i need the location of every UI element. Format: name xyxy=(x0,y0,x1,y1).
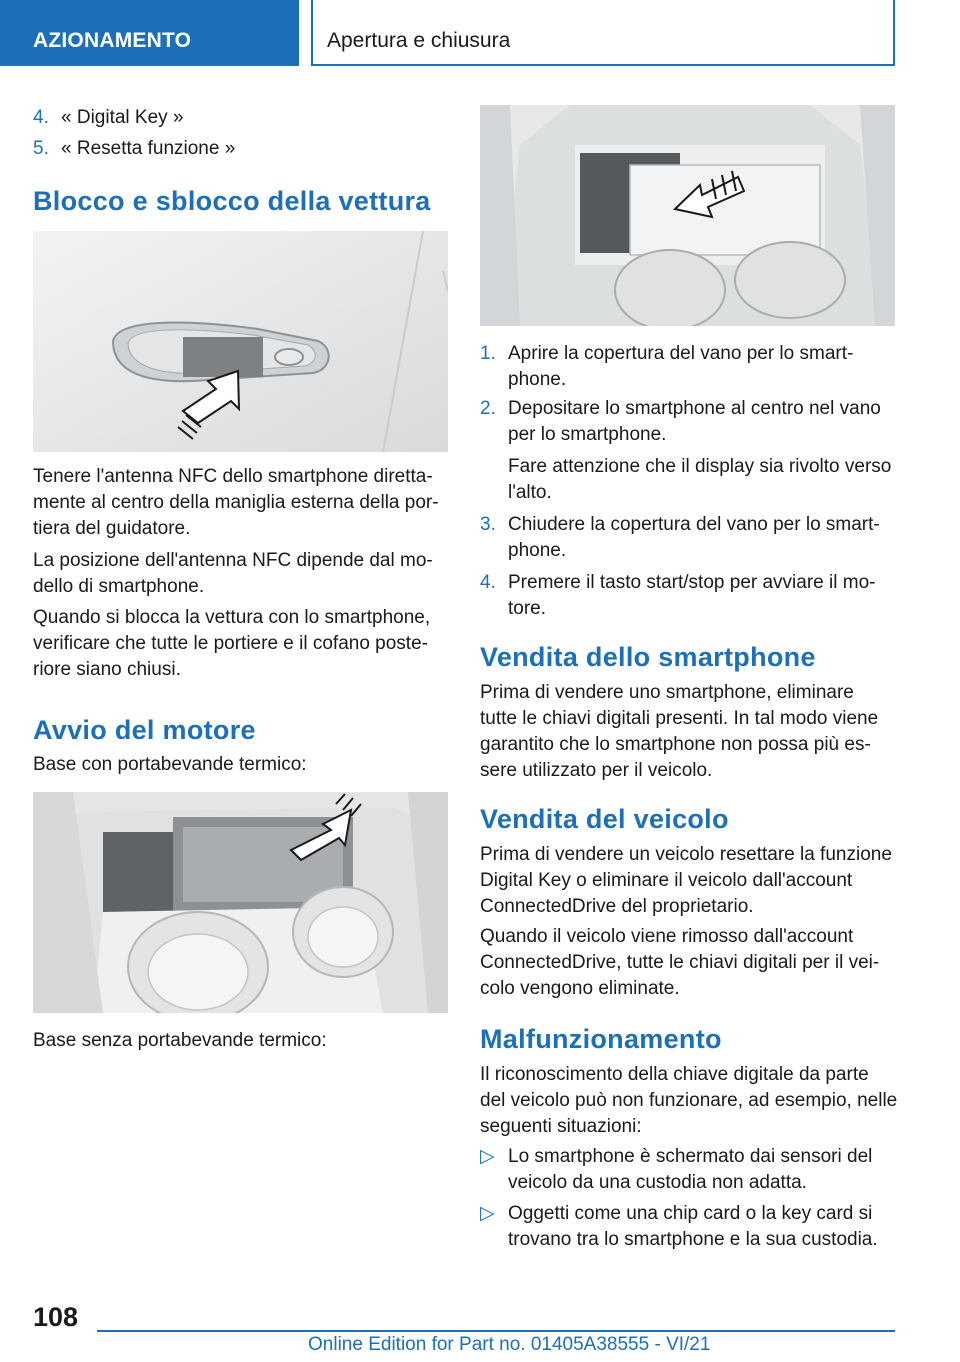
start-paragraph-2: Base senza portabevande termico: xyxy=(33,1030,327,1051)
menu-item-text: « Resetta funzione » xyxy=(61,138,236,159)
lock-paragraph-1: Tenere l'antenna NFC dello smartphone diretta- mente al centro della maniglia esterna della por- tiera del guidatore. xyxy=(33,466,439,539)
step-number: 1. xyxy=(480,343,496,364)
heading-engine-start: Avvio del motore xyxy=(33,715,256,745)
step-text: Aprire la copertura del vano per lo smart- phone. xyxy=(508,343,854,390)
lock-paragraph-2: La posizione dell'antenna NFC dipende dal mo- dello di smartphone. xyxy=(33,550,433,597)
bullet-item xyxy=(480,1201,900,1253)
step-item xyxy=(480,341,900,393)
lock-paragraph-3: Quando si blocca la vettura con lo smartphone, verificare che tutte le portiere e il cofano poste- riore siano chiusi. xyxy=(33,607,431,680)
triangle-bullet-icon: ▷ xyxy=(480,1203,495,1224)
heading-sell-smartphone: Vendita dello smartphone xyxy=(480,642,816,672)
malfunction-paragraph: Il riconoscimento della chiave digitale da parte del veicolo può non funzionare, ad esempio, nelle seguenti situazioni: xyxy=(480,1064,898,1137)
cupholder-figure-unheated xyxy=(480,105,895,326)
menu-item-number: 4. xyxy=(33,107,49,128)
step-number: 3. xyxy=(480,514,496,535)
edition-text: Online Edition for Part no. 01405A38555 - VI/21 xyxy=(308,1334,711,1355)
section-tab[interactable]: AZIONAMENTO xyxy=(0,0,299,66)
menu-item-text: « Digital Key » xyxy=(61,107,184,128)
step-number: 2. xyxy=(480,398,496,419)
step-note: Fare attenzione che il display sia rivolto verso l'alto. xyxy=(508,456,892,503)
bullet-item xyxy=(480,1144,900,1196)
sell-vehicle-paragraph-1: Prima di vendere un veicolo resettare la funzione Digital Key o eliminare il veicolo dall'account ConnectedDrive del proprietario. xyxy=(480,844,892,917)
chapter-title: Apertura e chiusura xyxy=(311,0,895,66)
triangle-bullet-icon: ▷ xyxy=(480,1146,495,1167)
page-number: 108 xyxy=(33,1302,79,1332)
sell-vehicle-paragraph-2: Quando il veicolo viene rimosso dall'account ConnectedDrive, tutte le chiavi digitali per il vei- colo vengono eliminate. xyxy=(480,926,880,999)
cupholder-figure-heated xyxy=(33,792,448,1013)
door-handle-figure xyxy=(33,231,448,452)
footer-divider xyxy=(97,1330,895,1332)
bullet-text: Lo smartphone è schermato dai sensori del veicolo da una custodia non adatta. xyxy=(508,1146,873,1193)
heading-malfunction: Malfunzionamento xyxy=(480,1024,722,1054)
start-paragraph-1: Base con portabevande termico: xyxy=(33,754,307,775)
bullet-text: Oggetti come una chip card o la key card si trovano tra lo smartphone e la sua custodia. xyxy=(508,1203,878,1250)
step-text: Chiudere la copertura del vano per lo smart- phone. xyxy=(508,514,880,561)
step-item xyxy=(480,512,900,564)
sell-smartphone-paragraph: Prima di vendere uno smartphone, eliminare tutte le chiavi digitali presenti. In tal modo viene garantito che lo smartphone non possa più es- sere utilizzato per il veicolo. xyxy=(480,682,879,781)
step-text: Depositare lo smartphone al centro nel vano per lo smartphone. xyxy=(508,398,881,445)
step-number: 4. xyxy=(480,572,496,593)
menu-item-number: 5. xyxy=(33,138,49,159)
step-text: Premere il tasto start/stop per avviare il mo- tore. xyxy=(508,572,876,619)
heading-sell-vehicle: Vendita del veicolo xyxy=(480,804,729,834)
step-item xyxy=(480,396,900,504)
heading-lock: Blocco e sblocco della vettura xyxy=(33,186,431,216)
step-item xyxy=(480,570,900,622)
